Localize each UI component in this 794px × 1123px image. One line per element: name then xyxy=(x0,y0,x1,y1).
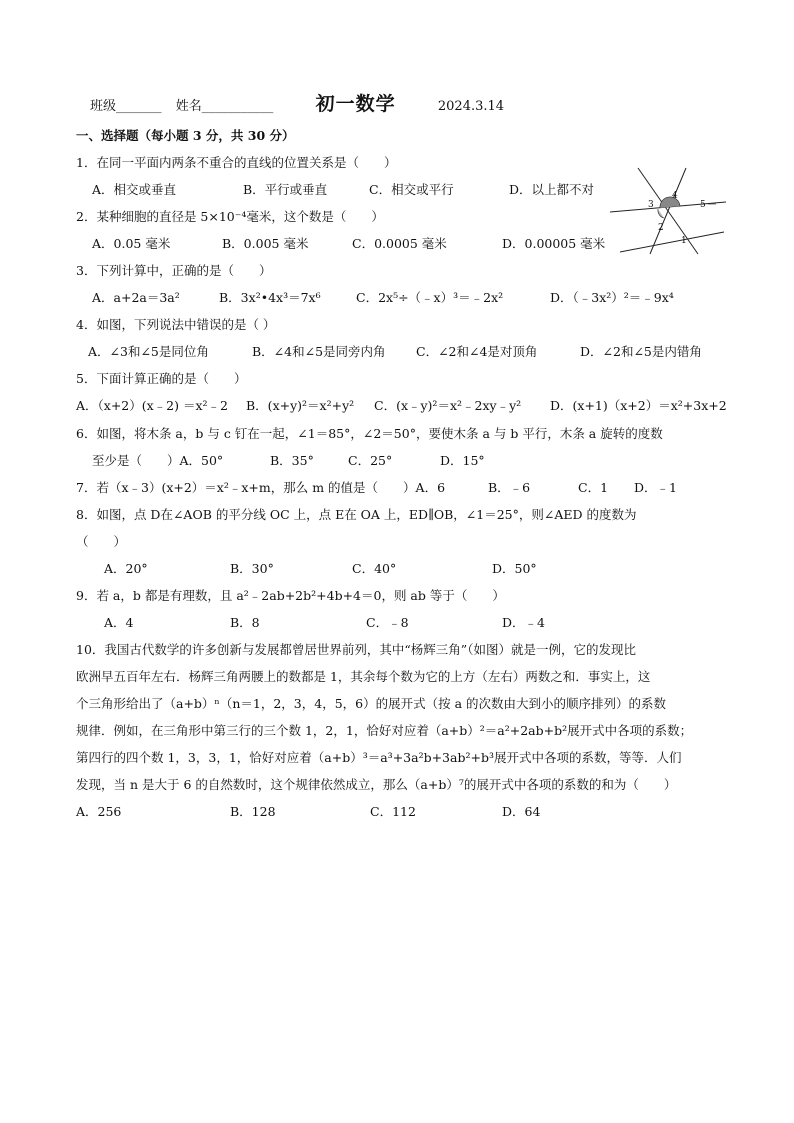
q4-option-d: D．∠2和∠5是内错角 xyxy=(580,344,702,359)
q2-option-c: C．0.0005 毫米 xyxy=(352,236,447,251)
q9-option-a: A．4 xyxy=(104,615,134,630)
q1-option-a: A．相交或垂直 xyxy=(92,182,177,197)
question-9-stem: 9．若 a，b 都是有理数，且 a²﹣2ab+2b²+4b+4＝0，则 ab 等于（ ） xyxy=(76,588,505,603)
q5-option-c: C．(x﹣y)²＝x²﹣2xy﹣y² xyxy=(374,398,522,413)
q3-option-d: D．（﹣3x²）²＝﹣9x⁴ xyxy=(550,290,674,305)
angle-arc-3 xyxy=(658,209,664,218)
q6-option-b: B．35° xyxy=(270,453,314,468)
q5-option-a: A．（x+2）(x﹣2) ＝x²﹣2 xyxy=(76,398,228,413)
question-6-stem: 6．如图，将木条 a，b 与 c 钉在一起，∠1＝85°，∠2＝50°，要使木条 a 与 b 平行，木条 a 旋转的度数 xyxy=(76,426,663,441)
section-title: 一、选择题（每小题 3 分，共 30 分） xyxy=(76,128,295,143)
q5-option-d: D．(x+1)（x+2）＝x²+3x+2 xyxy=(550,398,727,413)
figure-label-3: 3 xyxy=(648,200,654,210)
q1-option-d: D．以上都不对 xyxy=(509,182,595,197)
question-10-line-5: 第四行的四个数 1，3，3，1，恰好对应着（a+b）³＝a³+3a²b+3ab²+b³展开式中各项的系数，等等．人们 xyxy=(76,750,682,765)
q4-option-a: A．∠3和∠5是同位角 xyxy=(88,344,209,359)
figure-label-4: 4 xyxy=(672,191,678,201)
q9-option-d: D．﹣4 xyxy=(502,615,545,630)
q7-option-b: B．﹣6 xyxy=(488,480,531,495)
q5-option-b: B．(x+y)²＝x²+y² xyxy=(246,398,355,413)
page-title: 初一数学 xyxy=(315,93,396,115)
q10-option-d: D．64 xyxy=(502,804,541,819)
q2-option-d: D．0.00005 毫米 xyxy=(502,236,606,251)
q10-option-a: A．256 xyxy=(76,804,122,819)
q3-option-b: B．3x²•4x³＝7x⁶ xyxy=(219,290,321,305)
question-4-stem: 4．如图，下列说法中错误的是（ ） xyxy=(76,317,276,332)
q2-option-a: A．0.05 毫米 xyxy=(92,236,171,251)
question-1-stem: 1．在同一平面内两条不重合的直线的位置关系是（ ） xyxy=(76,155,397,170)
figure-label-5: 5 xyxy=(700,200,706,210)
q8-option-b: B．30° xyxy=(230,561,274,576)
figure-label-2: 2 xyxy=(658,223,664,233)
q3-option-c: C．2x⁵÷（﹣x）³＝﹣2x² xyxy=(356,290,504,305)
class-label: 班级_______ xyxy=(90,99,162,114)
q10-option-c: C．112 xyxy=(370,804,416,819)
q9-option-c: C．﹣8 xyxy=(366,615,409,630)
q8-option-d: D．50° xyxy=(492,561,537,576)
q3-option-a: A．a+2a＝3a² xyxy=(92,290,180,305)
question-3-stem: 3．下列计算中，正确的是（ ） xyxy=(76,263,272,278)
question-8-stem: 8．如图，点 D在∠AOB 的平分线 OC 上，点 E在 OA 上，ED∥OB，∠1＝25°，则∠AED 的度数为 xyxy=(76,507,637,522)
question-7-stem: 7．若（x﹣3）(x+2）＝x²﹣x+m，那么 m 的值是（ ）A．6 xyxy=(76,480,446,495)
q1-option-b: B．平行或垂直 xyxy=(243,182,328,197)
question-10-line-1: 10．我国古代数学的许多创新与发展都曾居世界前列，其中“杨辉三角”（如图）就是一例，它的发现比 xyxy=(76,642,636,657)
question-10-line-2: 欧洲早五百年左右．杨辉三角两腰上的数都是 1，其余每个数为它的上方（左右）两数之和．事实上，这 xyxy=(76,669,651,684)
q8-option-c: C．40° xyxy=(352,561,397,576)
figure-label-1: 1 xyxy=(681,236,687,246)
q6-option-d: D．15° xyxy=(440,453,485,468)
q6-option-c: C．25° xyxy=(348,453,393,468)
q1-option-c: C．相交或平行 xyxy=(369,182,454,197)
question-2-stem: 2．某种细胞的直径是 5×10⁻⁴毫米，这个数是（ ） xyxy=(76,209,384,224)
question-10-line-6: 发现，当 n 是大于 6 的自然数时，这个规律依然成立，那么（a+b）⁷的展开式中各项的系数的和为（ ） xyxy=(76,777,677,792)
q6-stem-continued: 至少是（ ）A．50° xyxy=(92,453,224,468)
date: 2024.3.14 xyxy=(437,99,505,114)
q7-option-c: C．1 xyxy=(578,480,609,495)
q9-option-b: B．8 xyxy=(230,615,260,630)
question-10-line-4: 规律．例如，在三角形中第三行的三个数 1，2，1，恰好对应着（a+b）²＝a²+2ab+b²展开式中各项的系数； xyxy=(76,723,693,738)
q10-option-b: B．128 xyxy=(230,804,276,819)
q4-option-c: C．∠2和∠4是对顶角 xyxy=(416,344,538,359)
q4-option-b: B．∠4和∠5是同旁内角 xyxy=(252,344,386,359)
q8-option-a: A．20° xyxy=(104,561,148,576)
header xyxy=(90,93,505,115)
q8-stem-continued: （ ） xyxy=(76,534,127,549)
q2-option-b: B．0.005 毫米 xyxy=(222,236,309,251)
question-5-stem: 5．下面计算正确的是（ ） xyxy=(76,371,247,386)
q7-option-d: D．﹣1 xyxy=(634,480,677,495)
name-label: 姓名___________ xyxy=(175,99,274,114)
angle-figure xyxy=(608,162,728,258)
question-10-line-3: 个三角形给出了（a+b）ⁿ（n＝1，2，3，4，5，6）的展开式（按 a 的次数由大到小的顺序排列）的系数 xyxy=(76,696,667,711)
